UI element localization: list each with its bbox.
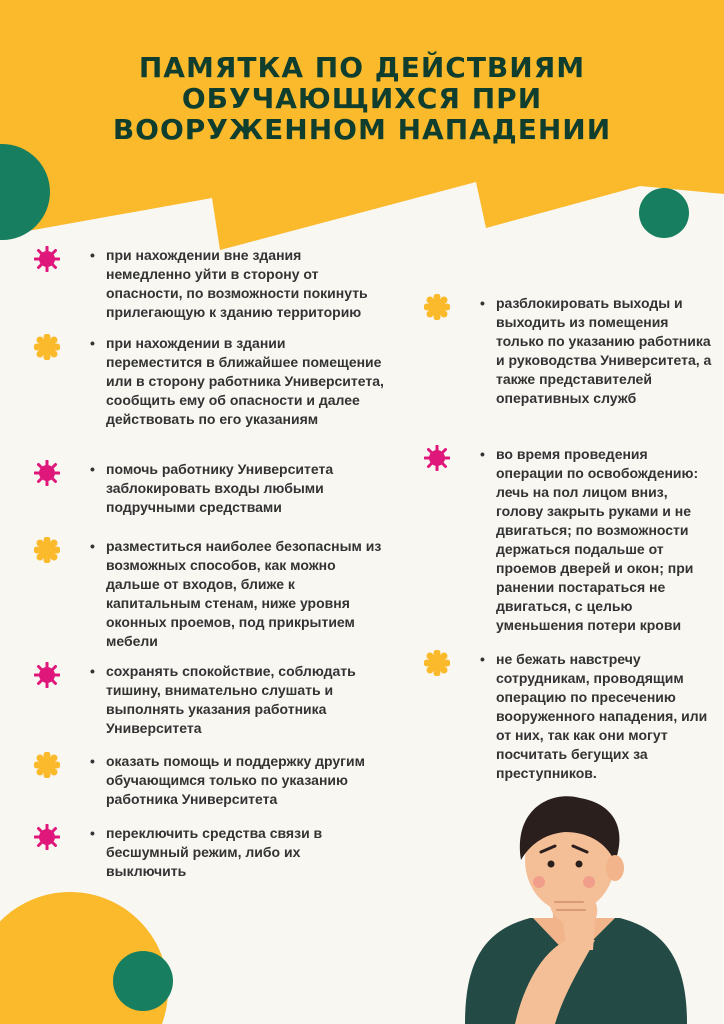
item-text: • помочь работнику Университета заблокировать входы любыми подручными средствами: [90, 460, 384, 517]
list-item: [424, 445, 714, 635]
item-text: • оказать помощь и поддержку другим обучающимся только по указанию работника Университета: [90, 752, 384, 809]
item-text: • разместиться наиболее безопасным из возможных способов, как можно дальше от входов, ближе к капитальным стенам, ниже уровня оконных проемов, под прикрытием мебели: [90, 537, 384, 651]
page-title: [0, 52, 724, 145]
worried-boy-illustration: [455, 790, 695, 1024]
top-right-green-circle: [639, 188, 689, 238]
list-item: [34, 824, 384, 881]
list-item: [34, 334, 384, 429]
list-item: [34, 246, 384, 322]
item-text: • переключить средства связи в бесшумный режим, либо их выключить: [90, 824, 384, 881]
item-text: • не бежать навстречу сотрудникам, проводящим операцию по пресечению вооруженного нападения, или от них, так как они могут посчитать бегущих за преступников.: [480, 650, 714, 783]
pink-flower-bullet-icon: [34, 662, 60, 688]
pink-flower-bullet-icon: [34, 824, 60, 850]
list-item: [424, 650, 714, 783]
pink-flower-bullet-icon: [34, 460, 60, 486]
item-text: • сохранять спокойствие, соблюдать тишину, внимательно слушать и выполнять указания работника Университета: [90, 662, 384, 738]
item-text: • при нахождении вне здания немедленно уйти в сторону от опасности, по возможности покинуть прилегающую к зданию территорию: [90, 246, 384, 322]
yellow-flower-bullet-icon: [34, 537, 60, 563]
title-line-2: ОБУЧАЮЩИХСЯ ПРИ: [181, 82, 543, 115]
yellow-flower-bullet-icon: [34, 752, 60, 778]
item-text: • разблокировать выходы и выходить из помещения только по указанию работника и руководства Университета, а также представителей оперативных служб: [480, 294, 714, 408]
item-text: • во время проведения операции по освобождению: лечь на пол лицом вниз, голову закрыть руками и не двигаться; по возможности держаться подальше от проемов дверей и окон; при ранении постараться не двигаться, с целью уменьшения потери крови: [480, 445, 714, 635]
list-item: [34, 662, 384, 738]
list-item: [424, 294, 714, 408]
item-text: • при нахождении в здании переместится в ближайшее помещение или в сторону работника Университета, сообщить ему об опасности и далее действовать по его указаниям: [90, 334, 384, 429]
yellow-flower-bullet-icon: [424, 650, 450, 676]
title-line-3: ВООРУЖЕННОМ НАПАДЕНИИ: [112, 113, 612, 146]
yellow-flower-bullet-icon: [34, 334, 60, 360]
list-item: [34, 752, 384, 809]
yellow-flower-bullet-icon: [424, 294, 450, 320]
bottom-left-green-circle: [113, 951, 173, 1011]
pink-flower-bullet-icon: [34, 246, 60, 272]
pink-flower-bullet-icon: [424, 445, 450, 471]
list-item: [34, 537, 384, 651]
list-item: [34, 460, 384, 517]
title-line-1: ПАМЯТКА ПО ДЕЙСТВИЯМ: [138, 51, 586, 84]
